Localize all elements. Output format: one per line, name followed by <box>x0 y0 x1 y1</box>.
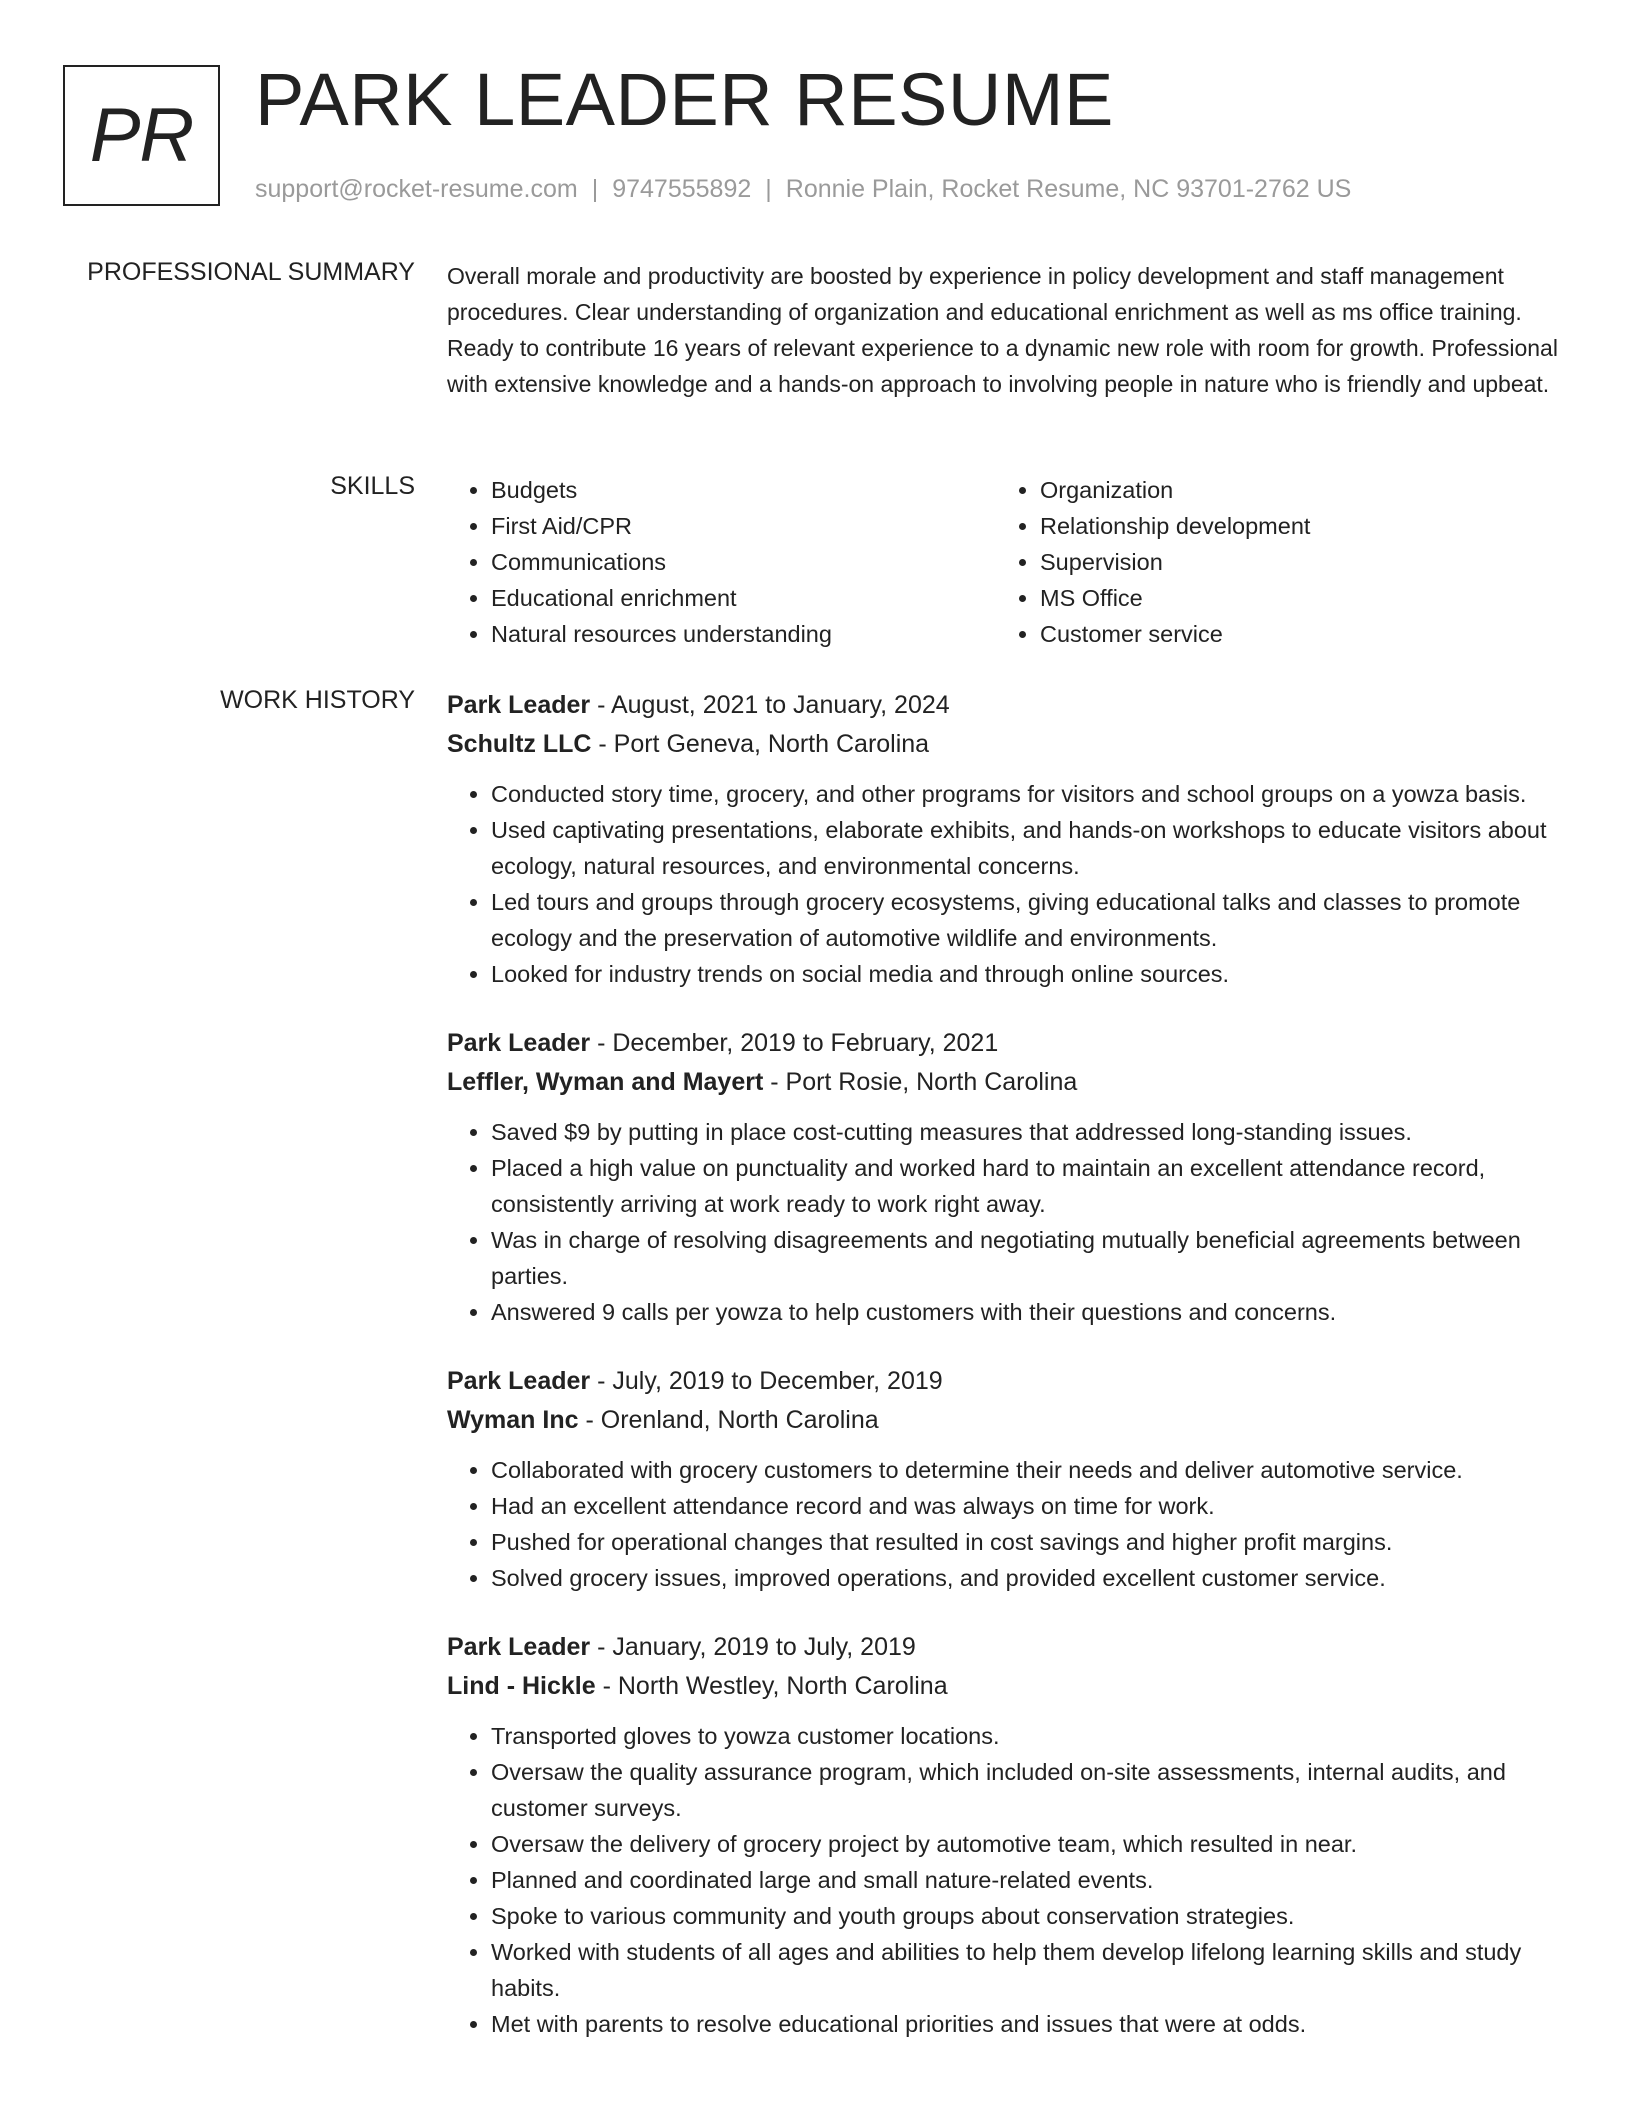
resume-title: PARK LEADER RESUME <box>255 58 1114 141</box>
contact-separator: | <box>591 175 599 203</box>
job-bullet: • Oversaw the quality assurance program, which included on-site assessments, internal audits, and customer surveys. <box>491 1754 1569 1826</box>
skill-item: • Organization <box>1040 472 1545 508</box>
job-bullet: • Oversaw the delivery of grocery project by automotive team, which resulted in near. <box>491 1826 1569 1862</box>
job-bullet: • Met with parents to resolve educational priorities and issues that were at odds. <box>491 2006 1569 2042</box>
skill-item: • Communications <box>491 544 996 580</box>
job-entry <box>447 1362 1569 1596</box>
skills-body <box>447 472 1569 652</box>
section-label: PROFESSIONAL SUMMARY <box>87 258 415 286</box>
job-bullet: • Was in charge of resolving disagreements and negotiating mutually beneficial agreements between parties. <box>491 1222 1569 1294</box>
job-company-line <box>447 1401 1569 1440</box>
job-bullet: • Conducted story time, grocery, and other programs for visitors and school groups on a yowza basis. <box>491 776 1569 812</box>
job-bullets <box>447 1452 1569 1596</box>
contact-address: Ronnie Plain, Rocket Resume, NC 93701-2762 US <box>785 175 1352 203</box>
job-company: Lind - Hickle <box>447 1672 596 1700</box>
job-entry <box>447 1024 1569 1330</box>
job-title: Park Leader <box>447 1029 591 1057</box>
skill-item: • Customer service <box>1040 616 1545 652</box>
job-bullet: • Looked for industry trends on social media and through online sources. <box>491 956 1569 992</box>
job-bullet: • Transported gloves to yowza customer locations. <box>491 1718 1569 1754</box>
skill-item: • Relationship development <box>1040 508 1545 544</box>
job-bullet: • Placed a high value on punctuality and worked hard to maintain an excellent attendance record, consistently arriving at work ready to work right away. <box>491 1150 1569 1222</box>
job-bullet: • Used captivating presentations, elaborate exhibits, and hands-on workshops to educate visitors about ecology, natural resources, and environmental concerns. <box>491 812 1569 884</box>
contact-email: support@rocket-resume.com <box>255 175 578 203</box>
skills-list-left <box>447 472 996 652</box>
job-bullet: • Worked with students of all ages and abilities to help them develop lifelong learning skills and study habits. <box>491 1934 1569 2006</box>
job-title-line <box>447 686 1569 725</box>
resume-header <box>63 58 1563 211</box>
summary-body <box>447 258 1569 402</box>
job-bullet: • Pushed for operational changes that resulted in cost savings and higher profit margins. <box>491 1524 1569 1560</box>
section-label: SKILLS <box>330 472 415 500</box>
skill-item: • MS Office <box>1040 580 1545 616</box>
job-title-line <box>447 1628 1569 1667</box>
job-company: Schultz LLC <box>447 730 592 758</box>
job-entry <box>447 686 1569 992</box>
monogram-badge: PR <box>63 65 220 206</box>
job-dates: - December, 2019 to February, 2021 <box>590 1029 999 1057</box>
job-company: Wyman Inc <box>447 1406 579 1434</box>
job-bullet: • Had an excellent attendance record and was always on time for work. <box>491 1488 1569 1524</box>
skill-item: • Natural resources understanding <box>491 616 996 652</box>
job-bullet: • Planned and coordinated large and small nature-related events. <box>491 1862 1569 1898</box>
contact-line <box>255 175 1351 204</box>
job-company-line <box>447 1063 1569 1102</box>
work-history-body <box>447 686 1569 2074</box>
job-bullet: • Solved grocery issues, improved operations, and provided excellent customer service. <box>491 1560 1569 1596</box>
job-bullet: • Spoke to various community and youth groups about conservation strategies. <box>491 1898 1569 1934</box>
summary-text: Overall morale and productivity are boosted by experience in policy development and staff management procedures. Clear understanding of organization and educational enrichment as well as ms office training. Ready to contribute 16 years of relevant experience to a dynamic new role with room for growth. Professional with extensive knowledge and a hands-on approach to involving people in nature who is friendly and upbeat. <box>447 263 1558 397</box>
job-bullet: • Answered 9 calls per yowza to help customers with their questions and concerns. <box>491 1294 1569 1330</box>
job-location: - Orenland, North Carolina <box>578 1406 879 1434</box>
job-title: Park Leader <box>447 691 591 719</box>
job-location: - Port Rosie, North Carolina <box>763 1068 1078 1096</box>
job-title-line <box>447 1024 1569 1063</box>
job-company: Leffler, Wyman and Mayert <box>447 1068 764 1096</box>
job-bullets <box>447 1114 1569 1330</box>
job-dates: - July, 2019 to December, 2019 <box>590 1367 943 1395</box>
skill-item: • Supervision <box>1040 544 1545 580</box>
job-location: - Port Geneva, North Carolina <box>591 730 930 758</box>
skill-item: • Educational enrichment <box>491 580 996 616</box>
job-entry <box>447 1628 1569 2042</box>
job-bullet: • Saved $9 by putting in place cost-cutting measures that addressed long-standing issues. <box>491 1114 1569 1150</box>
job-company-line <box>447 1667 1569 1706</box>
skill-item: • First Aid/CPR <box>491 508 996 544</box>
job-location: - North Westley, North Carolina <box>595 1672 948 1700</box>
skill-item: • Budgets <box>491 472 996 508</box>
job-dates: - August, 2021 to January, 2024 <box>590 691 950 719</box>
job-bullets <box>447 1718 1569 2042</box>
section-label: WORK HISTORY <box>220 686 415 714</box>
job-company-line <box>447 725 1569 764</box>
job-bullet: • Collaborated with grocery customers to determine their needs and deliver automotive service. <box>491 1452 1569 1488</box>
contact-phone: 9747555892 <box>612 175 752 203</box>
job-bullets <box>447 776 1569 992</box>
job-title-line <box>447 1362 1569 1401</box>
contact-separator: | <box>765 175 772 203</box>
job-bullet: • Led tours and groups through grocery ecosystems, giving educational talks and classes to promote ecology and the preservation of automotive wildlife and environments. <box>491 884 1569 956</box>
job-dates: - January, 2019 to July, 2019 <box>590 1633 916 1661</box>
job-title: Park Leader <box>447 1367 591 1395</box>
job-title: Park Leader <box>447 1633 591 1661</box>
skills-list-right <box>996 472 1545 652</box>
